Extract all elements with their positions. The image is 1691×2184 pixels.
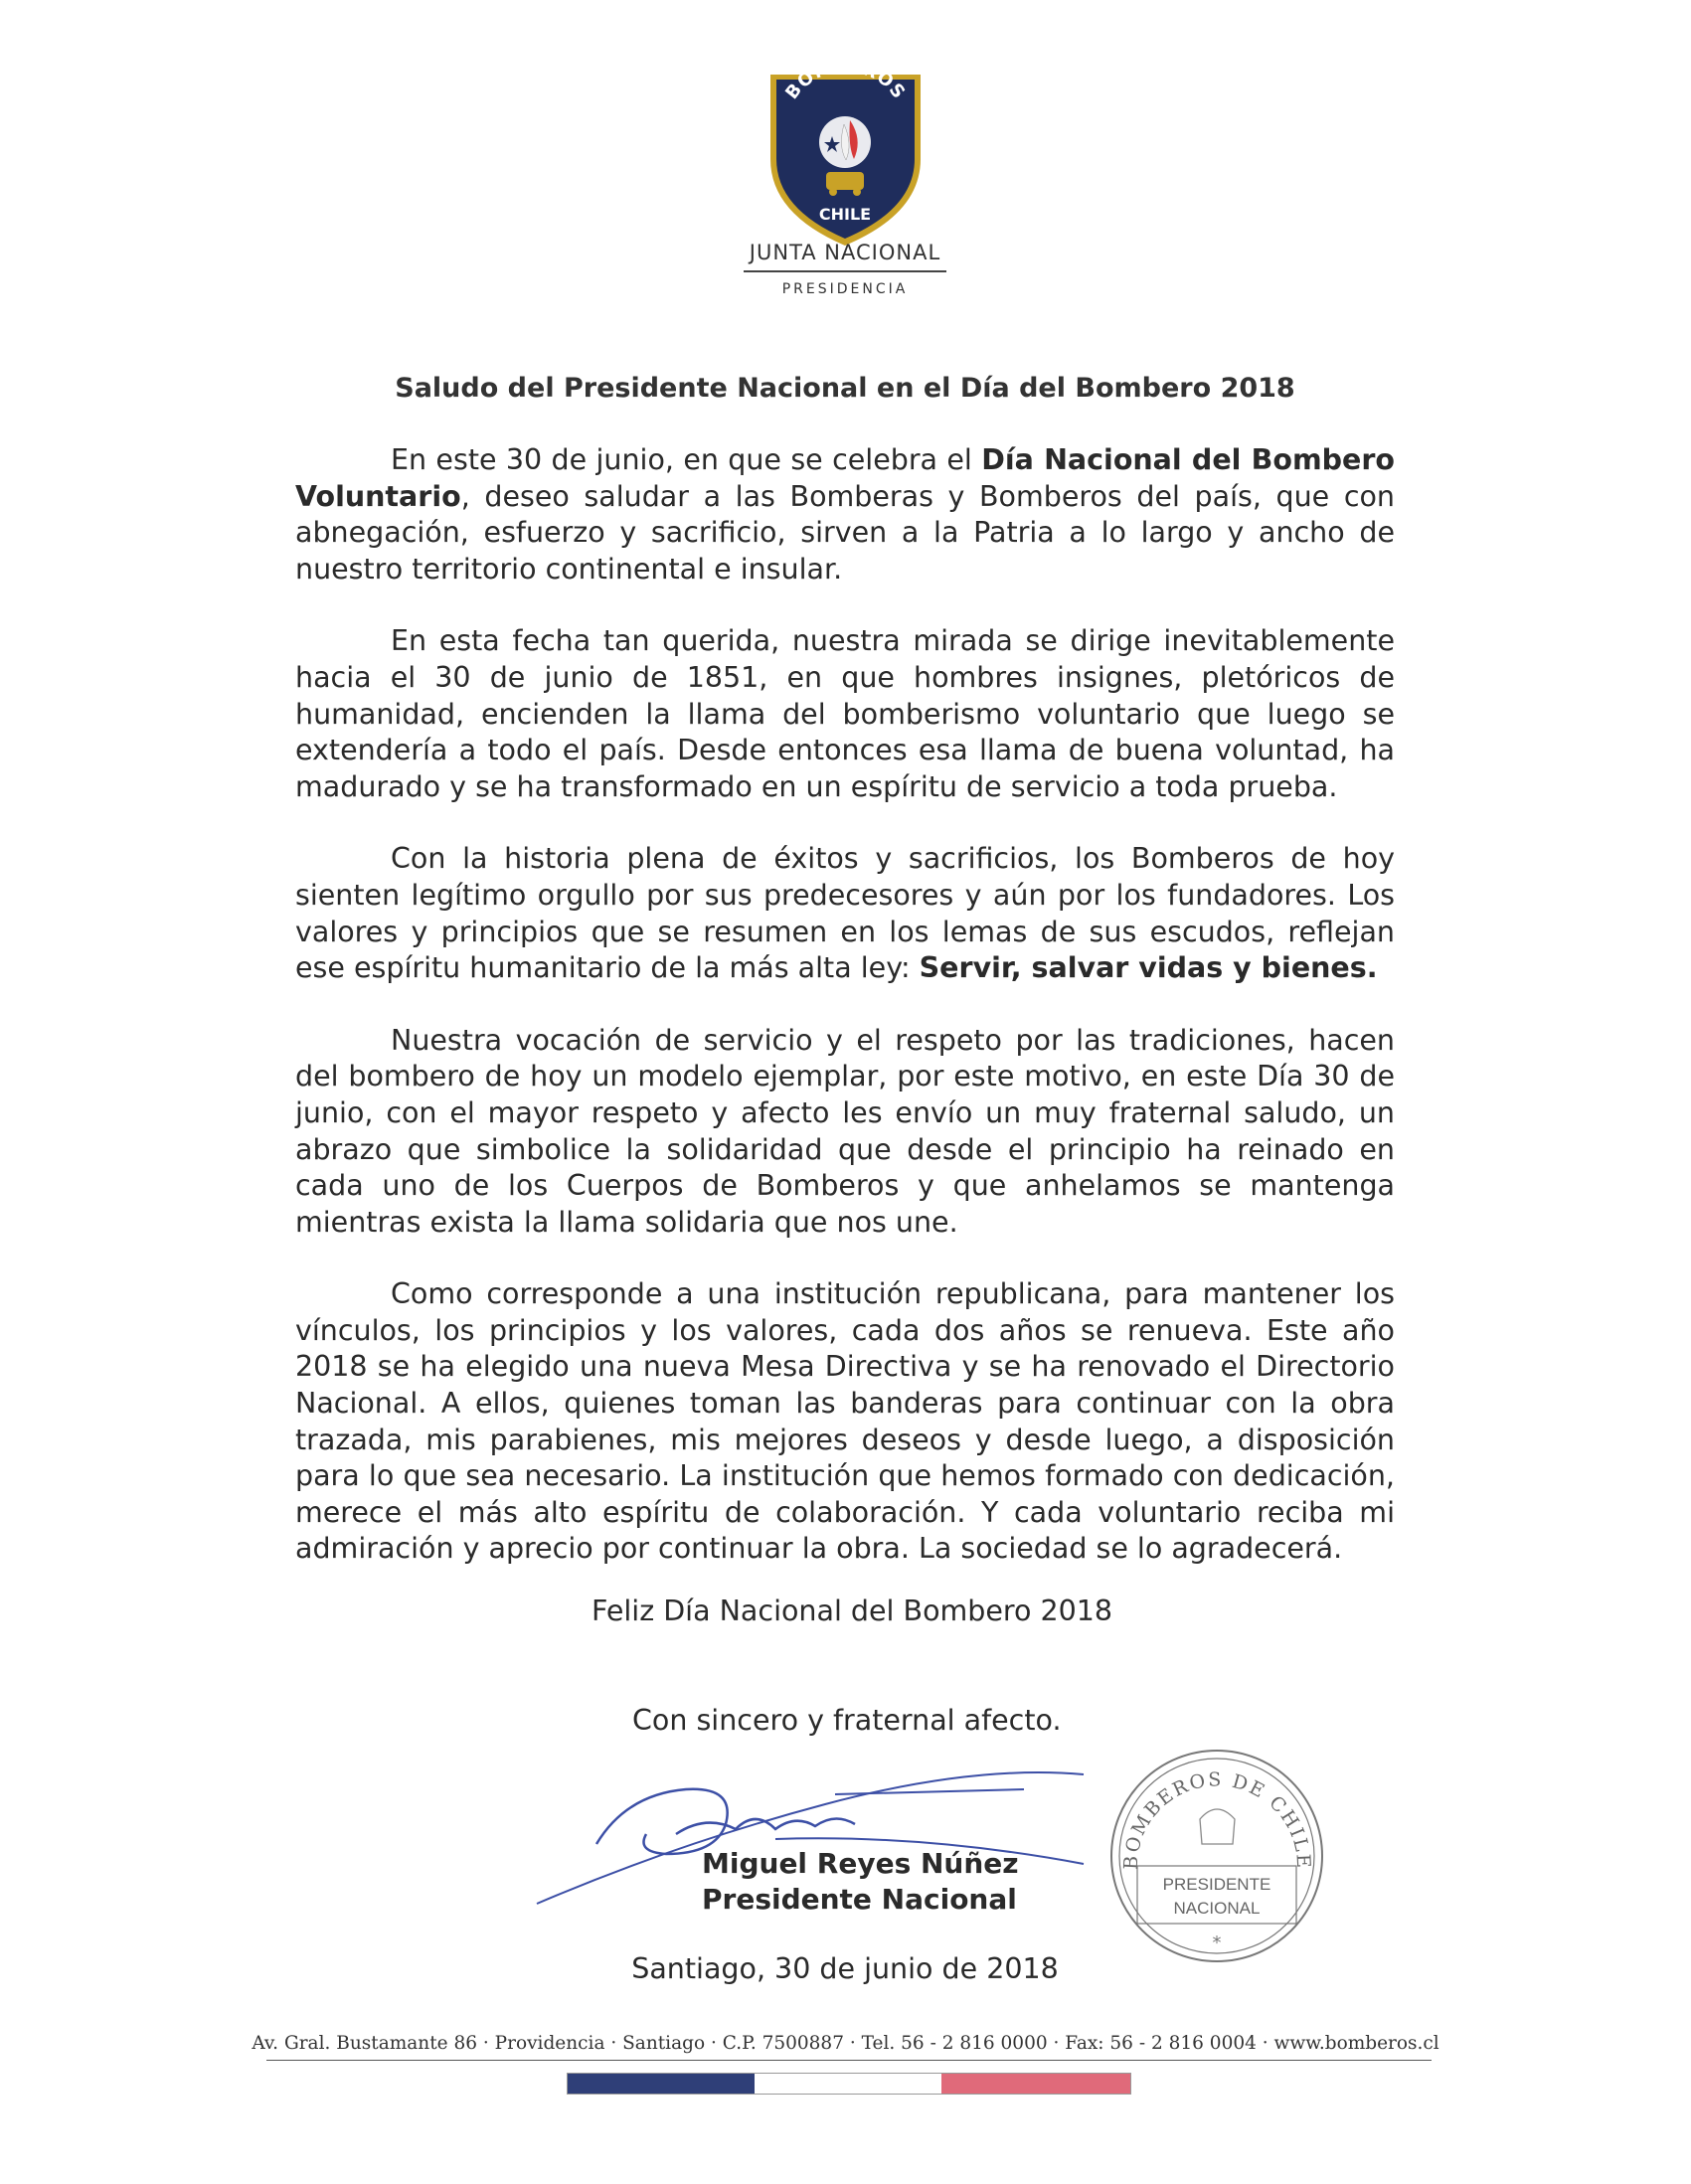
paragraph-5: Como corresponde a una institución republicana, para mantener los vínculos, los principios y los valores, cada dos años se renueva. Este año 2018 se ha elegido una nueva Mesa Directiva y se ha renovado el Directorio Nacional. A ellos, quienes toman las banderas para continuar con la obra trazada, mis parabienes, mis mejores deseos y desde luego, a disposición para lo que sea necesario. La institución que hemos formado con dedicación, merece el más alto espíritu de colaboración. Y cada voluntario reciba mi admiración y aprecio por continuar la obra. La sociedad se lo agradecerá. bbox=[295, 1277, 1395, 1566]
organization-divider bbox=[744, 270, 946, 272]
footer-divider bbox=[266, 2060, 1432, 2061]
closing-greeting: Feliz Día Nacional del Bombero 2018 bbox=[592, 1595, 1113, 1627]
seal-ring-text: BOMBEROS DE CHILE bbox=[1119, 1768, 1315, 1871]
seal-center-line2: NACIONAL bbox=[1173, 1899, 1261, 1918]
seal-center-line1: PRESIDENTE bbox=[1162, 1875, 1271, 1894]
engine-emblem bbox=[826, 172, 864, 190]
flag-color-bar bbox=[567, 2073, 1131, 2095]
paragraph-2: En esta fecha tan querida, nuestra mirada se dirige inevitablemente hacia el 30 de junio de 1851, en que hombres insignes, pletóricos de humanidad, encienden la llama del bomberismo voluntario que luego se extendería a todo el país. Desde entonces esa llama de buena voluntad, ha madurado y se ha transformado en un espíritu de servicio a toda prueba. bbox=[295, 624, 1395, 803]
office-name: PRESIDENCIA bbox=[781, 281, 909, 297]
place-and-date: Santiago, 30 de junio de 2018 bbox=[631, 1952, 1059, 1985]
paragraph-4: Nuestra vocación de servicio y el respeto por las tradiciones, hacen del bombero de hoy un modelo ejemplar, por este motivo, en este Día 30 de junio, con el mayor respeto y afecto les envío un muy fraternal saludo, un abrazo que simbolice la solidaridad que desde el principio ha reinado en cada uno de los Cuerpos de Bomberos y que anhelamos se mantenga mientras exista la llama solidaria que nos une. bbox=[295, 1023, 1395, 1239]
signer-title: Presidente Nacional bbox=[702, 1883, 1017, 1916]
closing-salutation: Con sincero y fraternal afecto. bbox=[632, 1704, 1062, 1737]
letter-body bbox=[295, 442, 1395, 1603]
flag-white-segment bbox=[755, 2074, 941, 2094]
seal-star-icon: * bbox=[1212, 1932, 1222, 1953]
organization-name: JUNTA NACIONAL bbox=[749, 241, 941, 264]
logo-text-bottom: CHILE bbox=[818, 205, 872, 224]
flag-blue-segment bbox=[568, 2074, 755, 2094]
footer-address: Av. Gral. Bustamante 86 · Providencia · Santiago · C.P. 7500887 · Tel. 56 - 2 816 0000 · Fax: 56 - 2 816 0004 · www.bomberos.cl bbox=[252, 2033, 1439, 2054]
signer-name: Miguel Reyes Núñez bbox=[702, 1847, 1019, 1880]
paragraph-1: En este 30 de junio, en que se celebra el Día Nacional del Bombero Voluntario, deseo saludar a las Bomberas y Bomberos del país, que con abnegación, esfuerzo y sacrificio, sirven a la Patria a lo largo y ancho de nuestro territorio continental e insular. bbox=[295, 443, 1396, 586]
paragraph-3: Con la historia plena de éxitos y sacrificios, los Bomberos de hoy sienten legítimo orgullo por sus predecesores y aún por los fundadores. Los valores y principios que se resumen en los lemas de sus escudos, reflejan ese espíritu humanitario de la más alta ley: Servir, salvar vidas y bienes. bbox=[295, 842, 1395, 985]
logo-text-top: BOMBEROS bbox=[781, 55, 910, 103]
flag-red-segment bbox=[941, 2074, 1130, 2094]
bomberos-chile-logo bbox=[759, 55, 932, 249]
letter-title: Saludo del Presidente Nacional en el Día del Bombero 2018 bbox=[395, 373, 1295, 404]
official-seal-stamp bbox=[1105, 1745, 1329, 1968]
